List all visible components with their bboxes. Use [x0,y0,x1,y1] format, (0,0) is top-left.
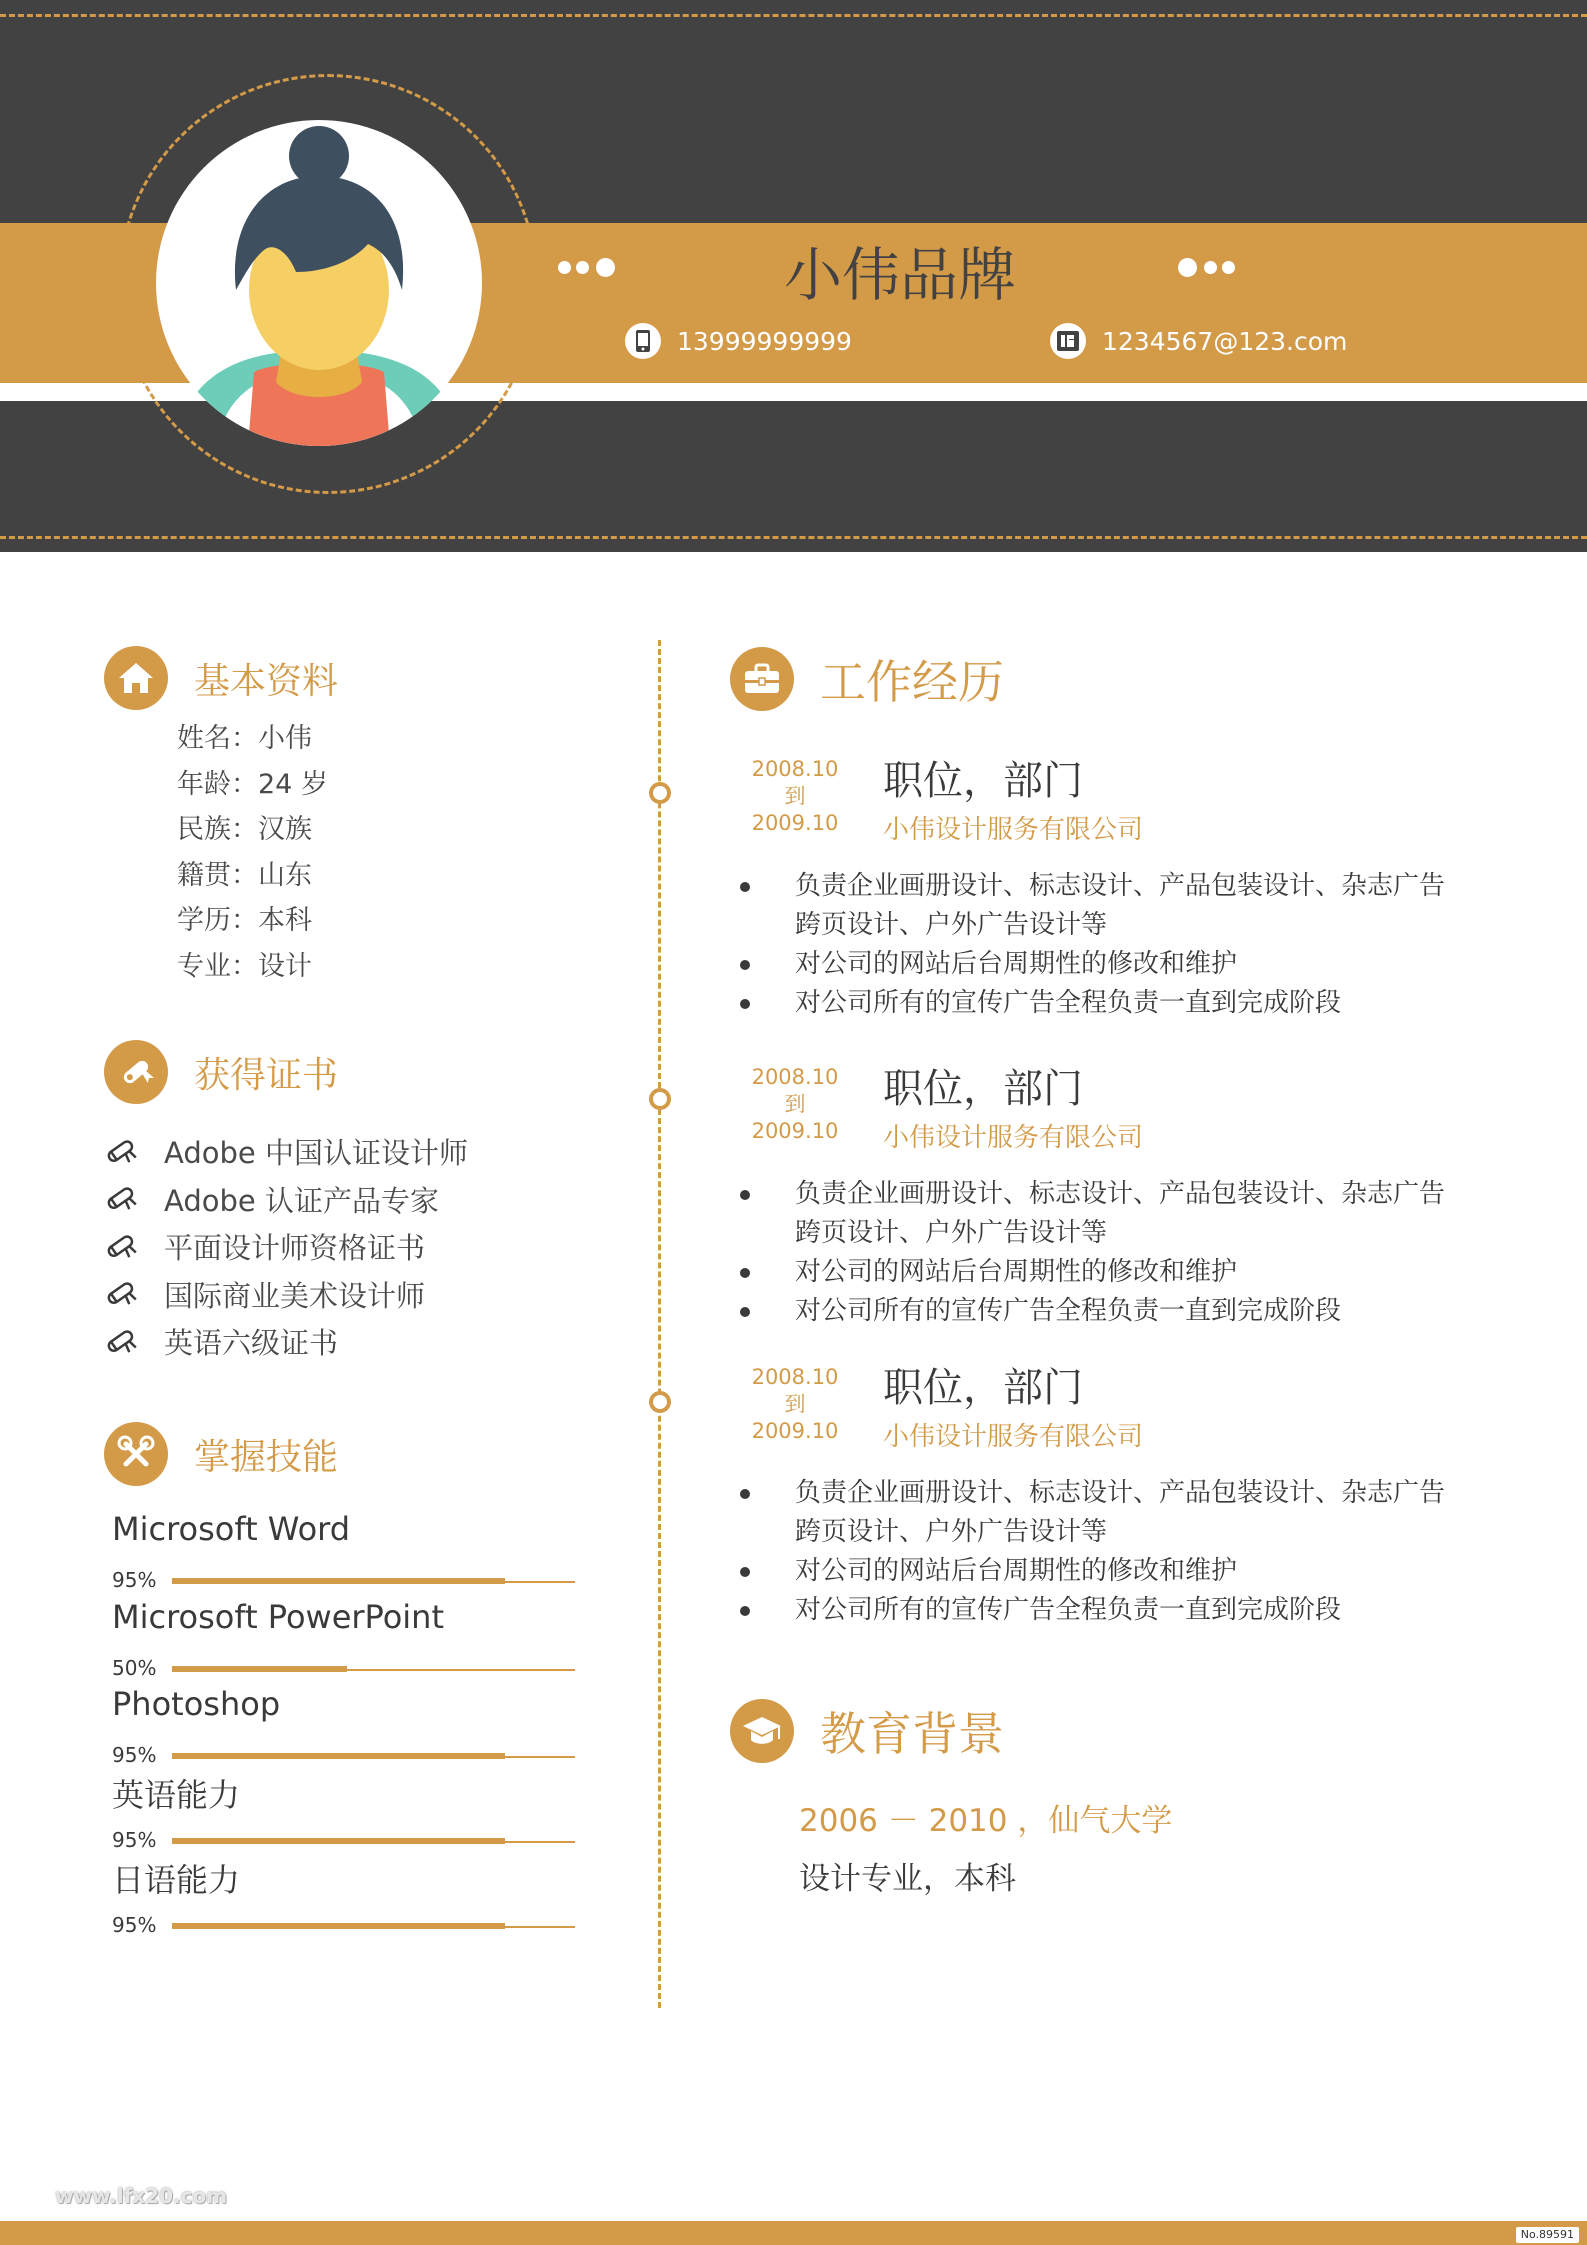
timeline-node [649,1088,671,1110]
job-duty: 对公司所有的宣传广告全程负责一直到完成阶段 [740,984,1460,1023]
basic-info-list [177,716,328,989]
skill-item [112,1510,580,1596]
skills-heading [104,1422,338,1486]
decorative-dots-left [556,256,618,278]
contact-phone [625,322,852,360]
diploma-scroll-icon [104,1279,138,1309]
brand-name: 小伟品牌 [783,241,1016,309]
job-date-to: 到 [784,1392,806,1416]
graduation-cap-icon [730,1699,794,1763]
skill-bar-fill [172,1666,347,1672]
avatar-illustration [156,120,482,446]
info-row-age: 年龄：24 岁 [177,768,328,800]
job-date-to: 到 [784,1092,806,1116]
job-date-end: 2009.10 [751,811,839,835]
footer-bar [0,2221,1587,2245]
job-date [740,1064,850,1145]
basic-info-heading [104,646,338,710]
job-date [740,756,850,837]
info-row-major: 专业：设计 [177,950,312,982]
skill-bar-fill [172,1923,505,1929]
job-duty: 对公司的网站后台周期性的修改和维护 [740,1253,1460,1292]
job-duty: 负责企业画册设计、标志设计、产品包装设计、杂志广告跨页设计、户外广告设计等 [740,1175,1460,1253]
work-title: 工作经历 [820,655,1004,709]
job-date-start: 2008.10 [751,1065,839,1089]
certificate-text: 国际商业美术设计师 [164,1278,426,1313]
certificate-text: 平面设计师资格证书 [164,1231,426,1266]
certificate-text: Adobe 认证产品专家 [164,1183,439,1218]
job-duty: 对公司的网站后台周期性的修改和维护 [740,1552,1460,1591]
education-heading [730,1698,1004,1764]
certificate-text: Adobe 中国认证设计师 [164,1136,468,1171]
avatar [156,120,482,446]
skill-bar-fill [172,1753,505,1759]
job-date-end: 2009.10 [751,1419,839,1443]
timeline-node [649,1391,671,1413]
skill-name: Microsoft PowerPoint [112,1598,444,1636]
info-row-name: 姓名：小伟 [177,723,312,754]
job-duties [740,1474,1460,1630]
certificate-item [104,1176,468,1224]
skill-name: Microsoft Word [112,1510,351,1548]
job-company: 小伟设计服务有限公司 [883,1123,1144,1153]
skill-percent: 95% [112,1913,157,1937]
contact-email [1050,322,1347,360]
skill-item [112,1770,580,1856]
skill-name: Photoshop [112,1685,281,1723]
job-duties [740,1175,1460,1331]
phone-number: 13999999999 [677,326,852,356]
skill-percent: 50% [112,1656,157,1680]
diploma-scroll-icon [104,1232,138,1262]
decorative-dots-right [1178,256,1240,278]
job-duty: 负责企业画册设计、标志设计、产品包装设计、杂志广告跨页设计、户外广告设计等 [740,867,1460,945]
diploma-scroll-icon [104,1184,138,1214]
certificate-text: 英语六级证书 [164,1326,339,1361]
skill-bar-fill [172,1578,505,1584]
skill-percent: 95% [112,1828,157,1852]
watermark: www.lfx20.com [55,2184,228,2208]
timeline-node [649,782,671,804]
email-address: 1234567@123.com [1102,326,1348,356]
skill-item [112,1598,580,1684]
certificate-item [104,1128,468,1176]
timeline-divider [658,640,661,2008]
certificates-title: 获得证书 [194,1054,339,1096]
job-date-start: 2008.10 [751,757,839,781]
briefcase-icon [730,647,794,711]
job-duties [740,867,1460,1023]
job-date-start: 2008.10 [751,1365,839,1389]
skill-bar-fill [172,1838,505,1844]
job-position: 职位，部门 [883,1365,1083,1411]
email-icon [1050,323,1086,359]
skill-item [112,1685,580,1771]
job-date-to: 到 [784,784,806,808]
job-duty: 对公司的网站后台周期性的修改和维护 [740,945,1460,984]
home-icon [104,646,168,710]
job-position: 职位，部门 [883,758,1083,804]
template-number: No.89591 [1516,2227,1579,2243]
education-school: 2006 － 2010 ，仙气大学 [799,1803,1173,1839]
skill-percent: 95% [112,1743,157,1767]
education-degree: 设计专业，本科 [799,1861,1016,1897]
job-date-end: 2009.10 [751,1119,839,1143]
header-bottom-dashed-border [0,536,1587,539]
certificates-heading [104,1040,338,1104]
job-company: 小伟设计服务有限公司 [883,815,1144,845]
certificate-item [104,1223,468,1271]
diploma-scroll-icon [104,1137,138,1167]
diploma-scroll-icon [104,1327,138,1357]
work-heading [730,646,1004,712]
info-row-hometown: 籍贯：山东 [177,859,312,891]
skill-item [112,1855,580,1941]
education-title: 教育背景 [820,1707,1004,1761]
skills-title: 掌握技能 [194,1436,339,1478]
job-duty: 对公司所有的宣传广告全程负责一直到完成阶段 [740,1292,1460,1331]
basic-info-title: 基本资料 [194,660,339,702]
job-duty: 负责企业画册设计、标志设计、产品包装设计、杂志广告跨页设计、户外广告设计等 [740,1474,1460,1552]
skill-name: 英语能力 [112,1776,241,1814]
job-company: 小伟设计服务有限公司 [883,1422,1144,1452]
header-top-dashed-border [0,14,1587,17]
diploma-icon [104,1040,168,1104]
phone-icon [625,323,661,359]
certificate-item [104,1318,468,1366]
info-row-education: 学历：本科 [177,905,312,936]
info-row-ethnicity: 民族：汉族 [177,814,312,845]
job-date [740,1364,850,1445]
job-duty: 对公司所有的宣传广告全程负责一直到完成阶段 [740,1591,1460,1630]
certificate-item [104,1271,468,1319]
skill-name: 日语能力 [112,1861,241,1899]
certificates-list [104,1128,468,1366]
job-position: 职位，部门 [883,1066,1083,1112]
skill-percent: 95% [112,1568,157,1592]
tools-icon [104,1422,168,1486]
